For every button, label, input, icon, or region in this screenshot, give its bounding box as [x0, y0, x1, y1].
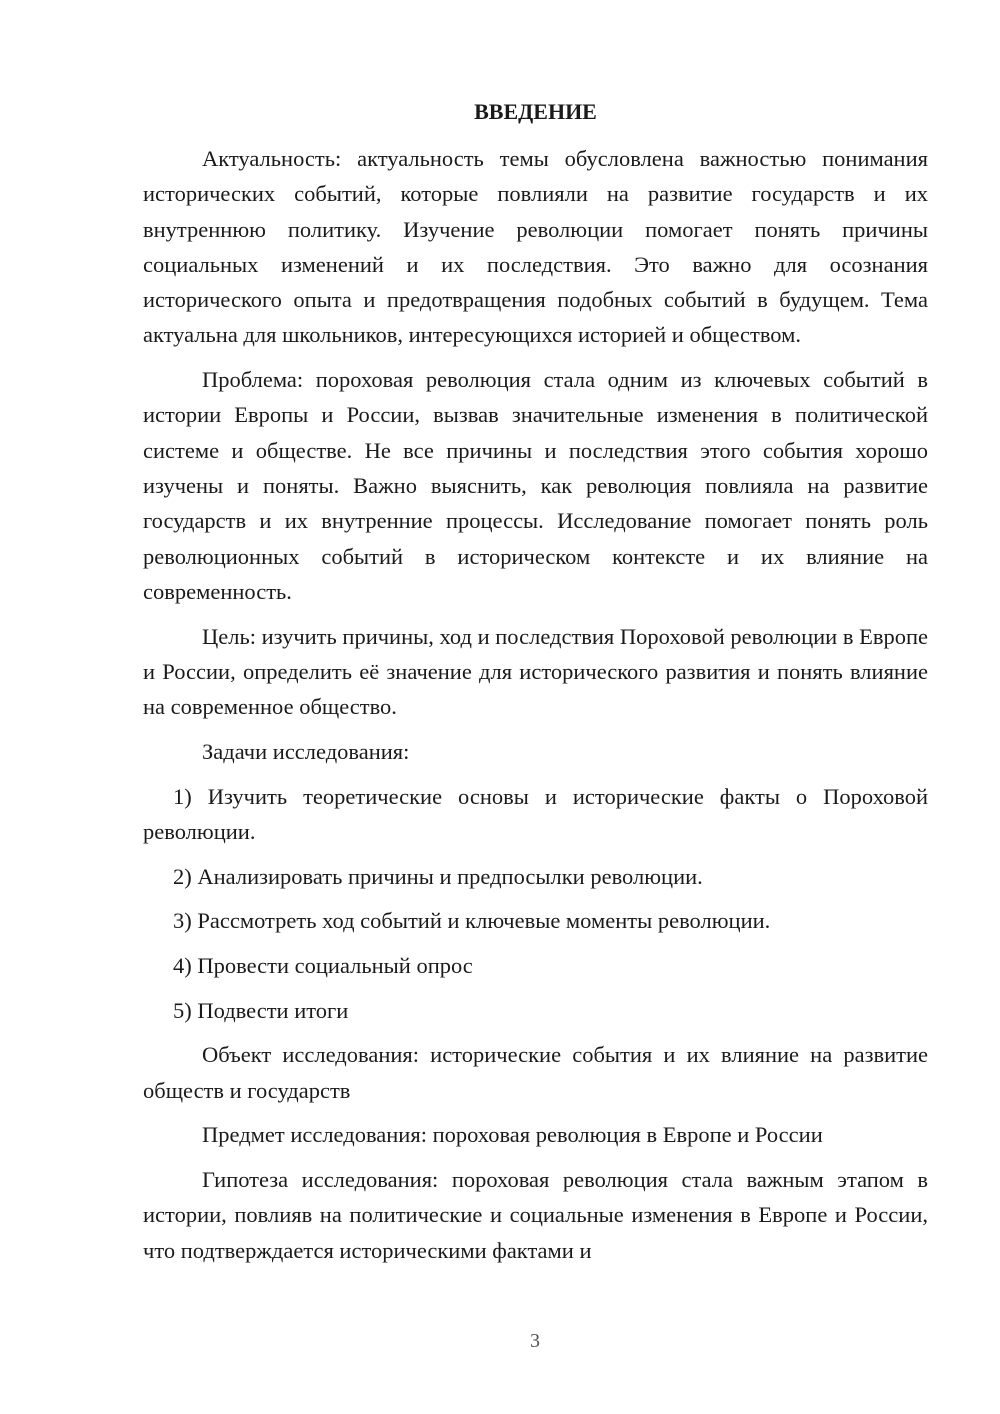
page-number: 3 — [530, 1330, 540, 1352]
task-item-3: 3) Рассмотреть ход событий и ключевые моменты революции. — [173, 908, 771, 934]
page-content — [143, 94, 928, 1277]
task-item-2: 2) Анализировать причины и предпосылки революции. — [173, 863, 703, 889]
task-item-5: 5) Подвести итоги — [173, 997, 349, 1023]
section-heading: ВВЕДЕНИЕ — [474, 99, 597, 124]
paragraph-problem: Проблема: пороховая революция стала одним из ключевых событий в истории Европы и России, вызвав значительные изменения в политической системе и обществе. Не все причины и последствия этого события хорошо изучены и поняты. Важно выяснить, как революция повлияла на развитие государств и их внутренние процессы. Исследование помогает понять роль революционных событий в историческом контексте и их влияние на современность. — [143, 367, 928, 604]
paragraph-subject: Предмет исследования: пороховая революция в Европе и России — [202, 1122, 823, 1148]
paragraph-relevance: Актуальность: актуальность темы обусловлена важностью понимания исторических событий, которые повлияли на развитие государств и их внутреннюю политику. Изучение революции помогает понять причины социальных изменений и их последствия. Это важно для осознания исторического опыта и предотвращения подобных событий в будущем. Тема актуальна для школьников, интересующихся историей и обществом. — [143, 146, 928, 348]
paragraph-tasks-title: Задачи исследования: — [202, 738, 410, 764]
paragraph-goal: Цель: изучить причины, ход и последствия Пороховой революции в Европе и России, определить её значение для исторического развития и понять влияние на современное общество. — [143, 623, 928, 720]
paragraph-hypothesis: Гипотеза исследования: пороховая революция стала важным этапом в истории, повлияв на политические и социальные изменения в Европе и России, что подтверждается историческими фактами и — [143, 1167, 928, 1263]
task-item-1: 1) Изучить теоретические основы и исторические факты о Пороховой революции. — [143, 783, 928, 844]
paragraph-object: Объект исследования: исторические события и их влияние на развитие обществ и государств — [143, 1042, 928, 1103]
task-item-4: 4) Провести социальный опрос — [173, 952, 473, 978]
